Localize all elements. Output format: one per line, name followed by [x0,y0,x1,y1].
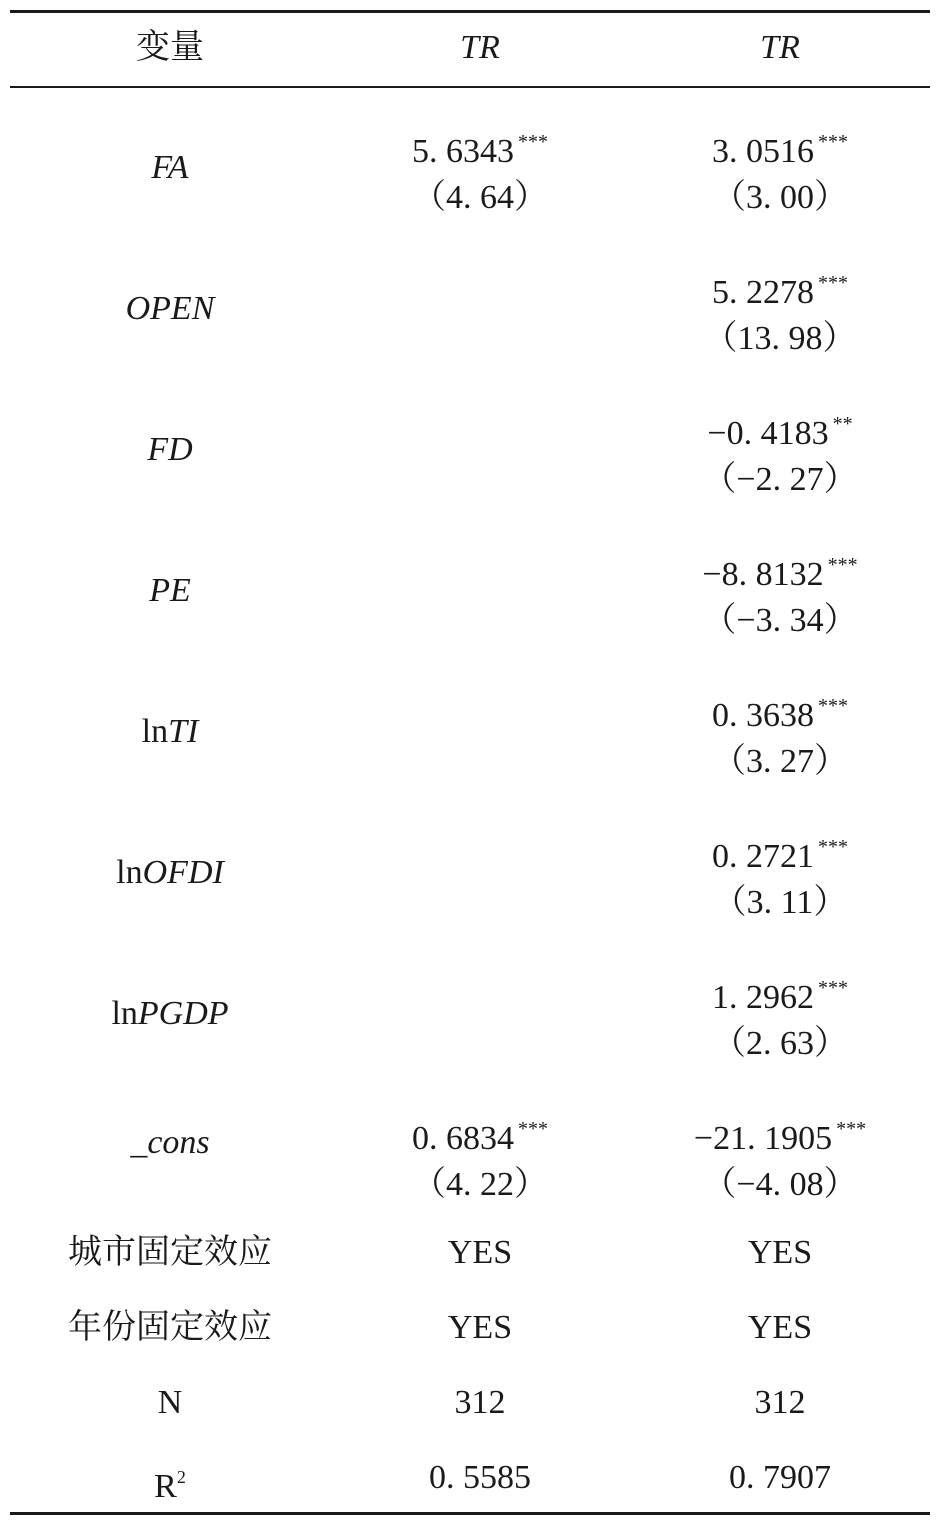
variable-name [10,994,330,1034]
variable-symbol: OPEN [125,290,215,327]
coefficient [330,968,630,1018]
variable-name [10,289,330,329]
significance-stars: *** [818,272,848,294]
coefficient [330,1109,630,1159]
significance-stars: *** [818,131,848,153]
coefficient [330,686,630,736]
table-row [10,1290,930,1365]
coef-cell-c1 [330,100,630,241]
header-variable: 变量 [136,29,204,66]
row-variable [10,946,330,1087]
t-statistic: （3. 11） [712,884,848,921]
table-row [10,1215,930,1290]
variable-name [10,430,330,470]
row-variable [10,523,330,664]
coefficient [330,545,630,595]
coef-cell-c2 [630,100,930,241]
table-row [10,805,930,946]
coef-cell-c2 [630,241,930,382]
coefficient-value: 3. 0516 [712,133,814,170]
coefficient [630,968,930,1018]
t-statistic: （−4. 08） [702,1166,858,1203]
table-row [10,523,930,664]
coef-cell-c1 [330,382,630,523]
t-statistic: （13. 98） [703,320,857,357]
row-value: YES [747,1234,813,1271]
table-row [10,100,930,241]
significance-stars: *** [818,836,848,858]
variable-prefix: ln [111,995,138,1032]
coefficient [630,1109,930,1159]
significance-stars: *** [836,1118,867,1140]
coefficient-value: 0. 6834 [412,1120,514,1157]
coef-cell-c1 [330,1087,630,1228]
variable-symbol: FD [147,431,193,468]
coefficient [630,404,930,454]
variable-name [10,571,330,611]
header-col2: TR [760,29,800,66]
variable-name [10,712,330,752]
significance-stars: *** [518,131,548,153]
coefficient [630,263,930,313]
coefficient-value: 1. 2962 [712,979,814,1016]
row-variable [10,1087,330,1228]
row-label: 城市固定效应 [68,1234,272,1271]
coef-cell-c1 [330,241,630,382]
coef-cell-c1 [330,664,630,805]
significance-stars: *** [518,1118,548,1140]
significance-stars: *** [818,977,848,999]
variable-prefix: ln [141,713,169,750]
regression-table [10,10,930,1518]
coef-cell-c2 [630,805,930,946]
variable-symbol: TI [168,713,199,750]
row-value: 312 [454,1384,506,1421]
coefficient-value: 0. 3638 [712,697,814,734]
bottom-rule [10,1512,930,1515]
r2-value-col2: 0. 7907 [729,1459,831,1496]
table-row [10,664,930,805]
table-row [10,241,930,382]
row-value: YES [447,1234,513,1271]
coefficient [630,686,930,736]
r2-value-col1: 0. 5585 [429,1459,531,1496]
coefficient [630,122,930,172]
t-statistic: （2. 63） [712,1025,848,1062]
coefficient-value: −21. 1905 [693,1120,833,1157]
table-row [10,1087,930,1228]
coef-cell-c1 [330,523,630,664]
coef-cell-c2 [630,1087,930,1228]
coef-cell-c2 [630,664,930,805]
row-value: YES [747,1309,813,1346]
coef-cell-c2 [630,382,930,523]
row-variable [10,100,330,241]
coefficient-value: 5. 2278 [712,274,814,311]
variable-name [10,148,330,188]
coefficient [630,545,930,595]
t-statistic: （−2. 27） [702,461,858,498]
t-statistic: （4. 22） [412,1166,548,1203]
coefficient-value: −8. 8132 [702,556,824,593]
variable-prefix: ln [116,854,143,891]
variable-symbol: _cons [130,1124,210,1161]
coefficient [330,827,630,877]
coefficient-value: −0. 4183 [707,415,829,452]
row-variable [10,382,330,523]
variable-symbol: FA [151,149,189,186]
t-statistic: （4. 64） [412,179,548,216]
header-col1: TR [460,29,500,66]
row-label: N [157,1384,183,1421]
significance-stars: *** [827,554,858,576]
table-row-r2 [10,1440,930,1515]
row-variable [10,241,330,382]
variable-name [10,1123,330,1163]
coef-cell-c1 [330,946,630,1087]
coefficient [330,122,630,172]
coefficient-value: 0. 2721 [712,838,814,875]
row-value: 312 [754,1384,806,1421]
t-statistic: （3. 27） [712,743,848,780]
variable-symbol: OFDI [142,854,224,891]
t-statistic: （3. 00） [712,179,848,216]
t-statistic: （−3. 34） [702,602,858,639]
table-row [10,1365,930,1440]
variable-name [10,853,330,893]
variable-symbol: PE [149,572,191,609]
header-row [10,10,930,86]
coefficient-value: 5. 6343 [412,133,514,170]
row-variable [10,664,330,805]
significance-stars: ** [832,413,853,435]
coefficient [630,827,930,877]
coef-cell-c1 [330,805,630,946]
coefficient [330,263,630,313]
row-variable [10,805,330,946]
coef-cell-c2 [630,946,930,1087]
coef-cell-c2 [630,523,930,664]
table-row [10,382,930,523]
row-label: $R^2$ [154,1467,186,1505]
row-label: 年份固定效应 [68,1309,272,1346]
row-value: YES [447,1309,513,1346]
header-rule [10,86,930,88]
coefficient [330,404,630,454]
significance-stars: *** [818,695,848,717]
table-row [10,946,930,1087]
variable-symbol: PGDP [137,995,229,1032]
